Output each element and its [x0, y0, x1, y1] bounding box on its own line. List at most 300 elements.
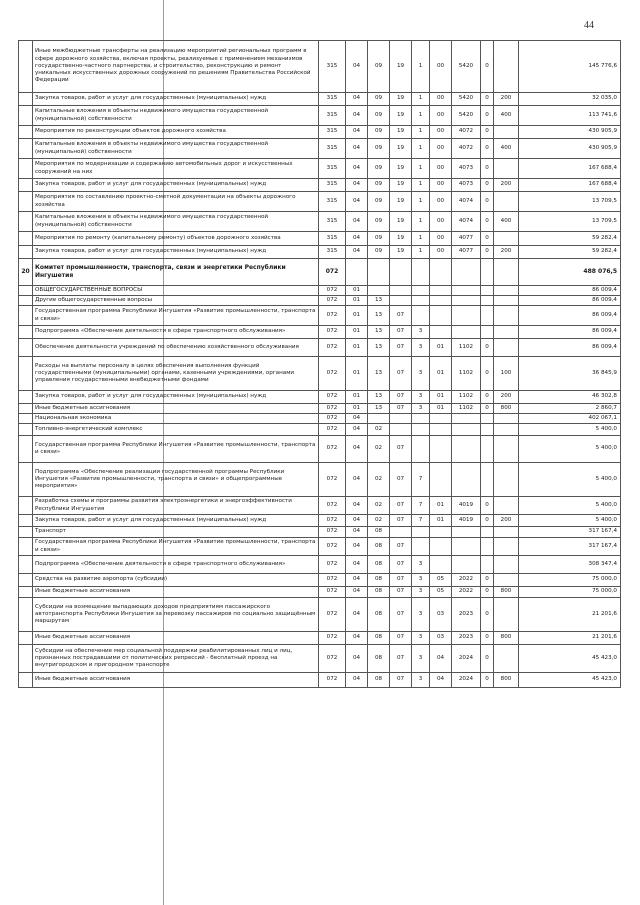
code-expense-type — [494, 192, 519, 212]
row-number: 20 — [19, 259, 33, 286]
code-program: 07 — [390, 391, 412, 404]
code-subprogram: 3 — [412, 587, 430, 598]
code-direction: 4073 — [452, 179, 481, 192]
row-amount: 317 167,4 — [519, 538, 621, 556]
code-pr: 08 — [368, 673, 390, 688]
row-amount: 86 009,4 — [519, 339, 621, 357]
code-pr — [368, 259, 390, 286]
code-digit — [481, 527, 494, 538]
code-direction: 4077 — [452, 246, 481, 259]
code-direction: 4073 — [452, 159, 481, 179]
code-direction: 5420 — [452, 106, 481, 126]
row-number — [19, 414, 33, 424]
row-number — [19, 126, 33, 139]
code-expense-type — [494, 598, 519, 632]
row-amount: 430 905,9 — [519, 139, 621, 159]
code-expense-type: 800 — [494, 587, 519, 598]
code-expense-type — [494, 436, 519, 463]
code-direction — [452, 527, 481, 538]
code-digit: 0 — [481, 339, 494, 357]
code-digit: 0 — [481, 212, 494, 232]
row-name: Комитет промышленности, транспорта, связи и энергетики Республики Ингушетия — [33, 259, 319, 286]
code-program: 19 — [390, 93, 412, 106]
code-ved: 315 — [319, 246, 346, 259]
code-ved: 072 — [319, 574, 346, 587]
code-rz: 01 — [346, 339, 368, 357]
code-expense-type — [494, 306, 519, 326]
code-event: 00 — [430, 106, 452, 126]
code-direction: 4019 — [452, 497, 481, 515]
code-rz: 04 — [346, 587, 368, 598]
code-subprogram — [412, 436, 430, 463]
row-number — [19, 515, 33, 527]
row-number — [19, 179, 33, 192]
code-rz: 04 — [346, 574, 368, 587]
code-digit — [481, 463, 494, 497]
code-program — [390, 414, 412, 424]
code-program: 19 — [390, 192, 412, 212]
row-name: Закупка товаров, работ и услуг для государственных (муниципальных) нужд — [33, 391, 319, 404]
code-pr: 08 — [368, 632, 390, 645]
code-subprogram — [412, 259, 430, 286]
code-event: 00 — [430, 212, 452, 232]
code-program: 07 — [390, 463, 412, 497]
code-subprogram — [412, 424, 430, 436]
row-amount: 5 400,0 — [519, 424, 621, 436]
code-program — [390, 286, 412, 296]
table-row — [19, 645, 621, 673]
row-amount: 167 688,4 — [519, 179, 621, 192]
code-direction: 4077 — [452, 232, 481, 246]
table-row — [19, 404, 621, 414]
code-subprogram: 1 — [412, 179, 430, 192]
row-number — [19, 574, 33, 587]
row-number — [19, 598, 33, 632]
code-ved: 315 — [319, 106, 346, 126]
code-ved: 072 — [319, 538, 346, 556]
table-row — [19, 296, 621, 306]
table-row — [19, 538, 621, 556]
code-digit — [481, 306, 494, 326]
code-expense-type — [494, 538, 519, 556]
row-name: Государственная программа Республики Ингушетия «Развитие промышленности, транспорта и связи» — [33, 306, 319, 326]
table-row — [19, 436, 621, 463]
table-row — [19, 212, 621, 232]
code-event: 00 — [430, 192, 452, 212]
code-expense-type — [494, 497, 519, 515]
code-event: 05 — [430, 587, 452, 598]
code-direction — [452, 326, 481, 339]
row-number — [19, 673, 33, 688]
code-digit — [481, 326, 494, 339]
row-number — [19, 41, 33, 93]
page-number: 44 — [584, 20, 594, 31]
table-row — [19, 326, 621, 339]
code-event — [430, 556, 452, 574]
row-name: Разработка схемы и программы развития электроэнергетики и энергоэффективности Республики Ингушетия — [33, 497, 319, 515]
code-pr — [368, 286, 390, 296]
code-rz: 01 — [346, 296, 368, 306]
code-program: 07 — [390, 587, 412, 598]
code-rz: 01 — [346, 306, 368, 326]
row-amount: 86 009,4 — [519, 326, 621, 339]
row-name: Капитальные вложения в объекты недвижимого имущества государственной (муниципальной) собственности — [33, 139, 319, 159]
code-expense-type — [494, 424, 519, 436]
code-rz: 04 — [346, 159, 368, 179]
row-number — [19, 246, 33, 259]
code-digit — [481, 259, 494, 286]
code-digit: 0 — [481, 192, 494, 212]
code-direction — [452, 463, 481, 497]
code-rz — [346, 259, 368, 286]
code-digit: 0 — [481, 357, 494, 391]
row-name: Транспорт — [33, 527, 319, 538]
code-event — [430, 286, 452, 296]
row-number — [19, 339, 33, 357]
code-program: 07 — [390, 632, 412, 645]
code-subprogram — [412, 296, 430, 306]
code-expense-type — [494, 463, 519, 497]
code-digit: 0 — [481, 404, 494, 414]
code-digit: 0 — [481, 598, 494, 632]
code-subprogram: 1 — [412, 126, 430, 139]
code-rz: 04 — [346, 673, 368, 688]
code-subprogram: 3 — [412, 404, 430, 414]
code-pr: 13 — [368, 326, 390, 339]
row-amount: 86 009,4 — [519, 296, 621, 306]
code-digit: 0 — [481, 497, 494, 515]
code-expense-type: 800 — [494, 404, 519, 414]
code-ved: 072 — [319, 527, 346, 538]
row-amount: 113 741,6 — [519, 106, 621, 126]
code-direction: 2022 — [452, 587, 481, 598]
row-amount: 308 347,4 — [519, 556, 621, 574]
code-event: 01 — [430, 357, 452, 391]
code-direction — [452, 436, 481, 463]
row-number — [19, 391, 33, 404]
code-expense-type — [494, 286, 519, 296]
code-program: 07 — [390, 357, 412, 391]
code-program: 19 — [390, 106, 412, 126]
code-expense-type: 400 — [494, 212, 519, 232]
row-amount: 402 067,1 — [519, 414, 621, 424]
code-event: 01 — [430, 515, 452, 527]
code-digit: 0 — [481, 139, 494, 159]
table-row — [19, 339, 621, 357]
code-ved: 072 — [319, 259, 346, 286]
code-digit — [481, 286, 494, 296]
row-amount: 317 167,4 — [519, 527, 621, 538]
code-event — [430, 463, 452, 497]
code-program — [390, 296, 412, 306]
code-digit: 0 — [481, 673, 494, 688]
code-rz: 04 — [346, 632, 368, 645]
row-number — [19, 232, 33, 246]
row-name: Иные бюджетные ассигнования — [33, 673, 319, 688]
code-program — [390, 527, 412, 538]
code-direction — [452, 286, 481, 296]
code-digit: 0 — [481, 587, 494, 598]
row-name: Иные бюджетные ассигнования — [33, 632, 319, 645]
code-ved: 072 — [319, 436, 346, 463]
row-amount: 2 860,7 — [519, 404, 621, 414]
code-ved: 072 — [319, 414, 346, 424]
code-expense-type — [494, 296, 519, 306]
row-number — [19, 436, 33, 463]
code-expense-type — [494, 232, 519, 246]
code-program: 07 — [390, 538, 412, 556]
code-subprogram: 7 — [412, 515, 430, 527]
code-expense-type — [494, 556, 519, 574]
code-ved: 072 — [319, 326, 346, 339]
code-ved: 315 — [319, 41, 346, 93]
code-rz: 04 — [346, 497, 368, 515]
code-event: 00 — [430, 246, 452, 259]
code-ved: 072 — [319, 296, 346, 306]
code-pr: 08 — [368, 538, 390, 556]
code-program: 07 — [390, 574, 412, 587]
row-number — [19, 527, 33, 538]
row-amount: 145 776,6 — [519, 41, 621, 93]
row-name: Иные бюджетные ассигнования — [33, 587, 319, 598]
budget-table — [18, 40, 621, 688]
code-digit — [481, 538, 494, 556]
code-digit — [481, 424, 494, 436]
code-event: 01 — [430, 391, 452, 404]
code-subprogram: 1 — [412, 232, 430, 246]
code-rz: 04 — [346, 436, 368, 463]
code-pr: 09 — [368, 212, 390, 232]
table-row — [19, 556, 621, 574]
code-direction — [452, 414, 481, 424]
code-pr: 13 — [368, 339, 390, 357]
code-event: 03 — [430, 632, 452, 645]
table-row — [19, 414, 621, 424]
row-amount: 167 688,4 — [519, 159, 621, 179]
code-digit — [481, 296, 494, 306]
code-rz: 04 — [346, 538, 368, 556]
code-pr: 02 — [368, 424, 390, 436]
row-name: Иные бюджетные ассигнования — [33, 404, 319, 414]
code-expense-type — [494, 414, 519, 424]
code-subprogram — [412, 527, 430, 538]
table-row — [19, 598, 621, 632]
code-pr: 08 — [368, 598, 390, 632]
code-rz: 01 — [346, 357, 368, 391]
code-event — [430, 326, 452, 339]
code-subprogram: 1 — [412, 41, 430, 93]
code-event: 00 — [430, 232, 452, 246]
row-amount: 45 423,0 — [519, 673, 621, 688]
code-subprogram: 1 — [412, 212, 430, 232]
code-direction: 4074 — [452, 192, 481, 212]
row-amount: 86 009,4 — [519, 306, 621, 326]
code-direction: 5420 — [452, 41, 481, 93]
code-direction: 5420 — [452, 93, 481, 106]
row-name: Мероприятия по модернизации и содержанию автомобильных дорог и искусственных сооружений на них — [33, 159, 319, 179]
code-pr: 09 — [368, 179, 390, 192]
code-program: 07 — [390, 339, 412, 357]
code-direction: 1102 — [452, 357, 481, 391]
row-name: Средства на развитие аэропорта (субсидии) — [33, 574, 319, 587]
code-pr: 09 — [368, 246, 390, 259]
table-row — [19, 192, 621, 212]
code-subprogram: 3 — [412, 598, 430, 632]
code-subprogram — [412, 414, 430, 424]
table-row — [19, 259, 621, 286]
code-direction — [452, 259, 481, 286]
code-subprogram: 1 — [412, 139, 430, 159]
table-row — [19, 497, 621, 515]
table-row — [19, 286, 621, 296]
code-pr: 02 — [368, 497, 390, 515]
table-row — [19, 391, 621, 404]
row-number — [19, 538, 33, 556]
table-row — [19, 246, 621, 259]
code-expense-type: 800 — [494, 632, 519, 645]
row-amount: 75 000,0 — [519, 587, 621, 598]
table-row — [19, 515, 621, 527]
table-row — [19, 357, 621, 391]
code-program: 19 — [390, 139, 412, 159]
row-name: Закупка товаров, работ и услуг для государственных (муниципальных) нужд — [33, 179, 319, 192]
code-program: 07 — [390, 673, 412, 688]
code-digit: 0 — [481, 159, 494, 179]
code-rz: 01 — [346, 404, 368, 414]
code-pr: 08 — [368, 527, 390, 538]
code-pr: 09 — [368, 41, 390, 93]
code-digit — [481, 556, 494, 574]
code-rz: 04 — [346, 246, 368, 259]
row-number — [19, 159, 33, 179]
code-program: 19 — [390, 179, 412, 192]
code-pr: 09 — [368, 139, 390, 159]
code-digit: 0 — [481, 93, 494, 106]
code-direction: 2024 — [452, 645, 481, 673]
code-program — [390, 424, 412, 436]
row-amount: 5 400,0 — [519, 497, 621, 515]
code-event: 01 — [430, 339, 452, 357]
code-ved: 072 — [319, 497, 346, 515]
code-expense-type: 200 — [494, 391, 519, 404]
table-row — [19, 139, 621, 159]
code-event: 00 — [430, 41, 452, 93]
code-event: 04 — [430, 673, 452, 688]
row-name: Закупка товаров, работ и услуг для государственных (муниципальных) нужд — [33, 93, 319, 106]
code-rz: 04 — [346, 106, 368, 126]
code-ved: 072 — [319, 286, 346, 296]
code-rz: 01 — [346, 391, 368, 404]
code-direction: 2023 — [452, 632, 481, 645]
code-ved: 072 — [319, 404, 346, 414]
row-number — [19, 139, 33, 159]
table-row — [19, 527, 621, 538]
code-pr: 13 — [368, 306, 390, 326]
code-rz: 04 — [346, 41, 368, 93]
code-digit — [481, 414, 494, 424]
table-row — [19, 41, 621, 93]
row-number — [19, 463, 33, 497]
code-ved: 315 — [319, 159, 346, 179]
code-ved: 072 — [319, 357, 346, 391]
code-event: 01 — [430, 497, 452, 515]
code-digit: 0 — [481, 515, 494, 527]
code-rz: 04 — [346, 527, 368, 538]
code-direction: 1102 — [452, 404, 481, 414]
table-row — [19, 106, 621, 126]
row-number — [19, 93, 33, 106]
row-amount: 59 282,4 — [519, 246, 621, 259]
code-ved: 072 — [319, 424, 346, 436]
code-direction: 2022 — [452, 574, 481, 587]
row-number — [19, 424, 33, 436]
code-subprogram: 7 — [412, 463, 430, 497]
table-row — [19, 463, 621, 497]
code-ved: 072 — [319, 391, 346, 404]
code-subprogram: 3 — [412, 645, 430, 673]
code-event — [430, 306, 452, 326]
code-ved: 315 — [319, 179, 346, 192]
table-row — [19, 93, 621, 106]
code-program — [390, 259, 412, 286]
code-expense-type — [494, 126, 519, 139]
code-ved: 315 — [319, 93, 346, 106]
code-subprogram: 1 — [412, 159, 430, 179]
row-name: Мероприятия по составлению проектно-сметной документации на объекты дорожного хозяйства — [33, 192, 319, 212]
code-ved: 072 — [319, 306, 346, 326]
code-expense-type: 200 — [494, 246, 519, 259]
row-number — [19, 632, 33, 645]
code-pr: 09 — [368, 126, 390, 139]
code-pr: 08 — [368, 574, 390, 587]
code-subprogram: 3 — [412, 326, 430, 339]
row-amount: 21 201,6 — [519, 632, 621, 645]
code-direction: 2023 — [452, 598, 481, 632]
code-subprogram: 3 — [412, 632, 430, 645]
row-name: Капитальные вложения в объекты недвижимого имущества государственной (муниципальной) собственности — [33, 106, 319, 126]
code-expense-type — [494, 159, 519, 179]
row-amount: 5 400,0 — [519, 463, 621, 497]
code-event — [430, 527, 452, 538]
code-direction — [452, 556, 481, 574]
code-event — [430, 414, 452, 424]
row-amount: 13 709,5 — [519, 192, 621, 212]
table-row — [19, 126, 621, 139]
code-rz: 04 — [346, 645, 368, 673]
code-program: 07 — [390, 515, 412, 527]
row-amount: 86 009,4 — [519, 286, 621, 296]
code-direction — [452, 296, 481, 306]
code-program: 07 — [390, 404, 412, 414]
code-rz: 04 — [346, 139, 368, 159]
code-pr: 02 — [368, 463, 390, 497]
row-amount: 13 709,5 — [519, 212, 621, 232]
code-subprogram: 1 — [412, 192, 430, 212]
row-amount: 5 400,0 — [519, 515, 621, 527]
code-subprogram: 3 — [412, 673, 430, 688]
table-row — [19, 632, 621, 645]
code-event — [430, 424, 452, 436]
code-subprogram: 3 — [412, 574, 430, 587]
table-row — [19, 179, 621, 192]
row-name: Подпрограмма «Обеспечение деятельности в сфере транспортного обслуживания» — [33, 326, 319, 339]
code-direction: 2024 — [452, 673, 481, 688]
code-rz: 01 — [346, 286, 368, 296]
table-row — [19, 587, 621, 598]
row-amount: 36 845,9 — [519, 357, 621, 391]
code-ved: 072 — [319, 673, 346, 688]
code-program: 07 — [390, 436, 412, 463]
